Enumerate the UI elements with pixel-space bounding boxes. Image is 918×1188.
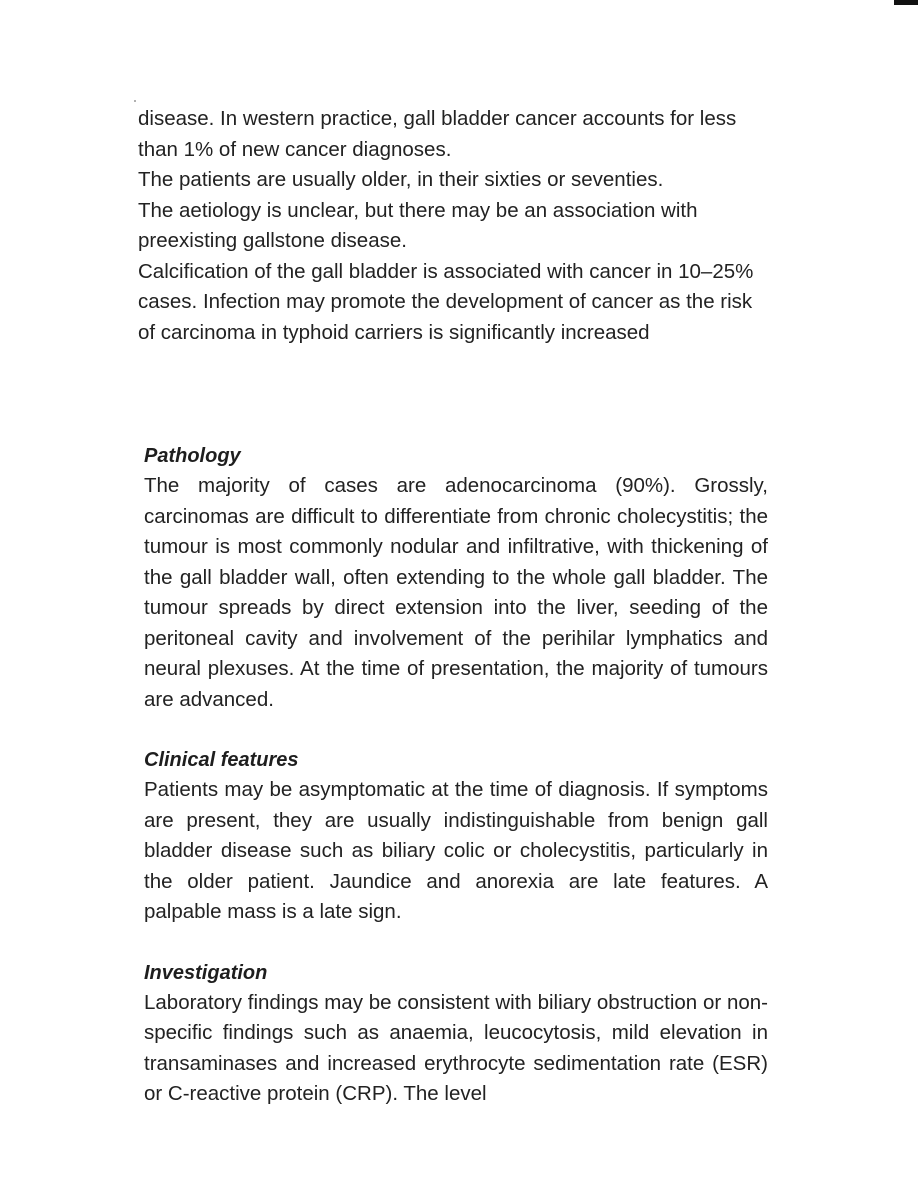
scan-corner-mark <box>894 0 918 5</box>
investigation-heading: Investigation <box>144 961 268 984</box>
clinical-features-body: Patients may be asymptomatic at the time of diagnosis. If symptoms are present, they are usually indistinguishable from benign gall bladder disease such as biliary colic or cholecystitis, particularly in the older patient. Jaundice and anorexia are late features. A palpable mass is a late sign. <box>144 778 768 923</box>
pathology-heading: Pathology <box>144 445 241 467</box>
clinical-features-section <box>144 745 768 928</box>
investigation-section <box>144 958 768 1110</box>
document-page <box>138 104 768 1110</box>
intro-paragraph-age: The patients are usually older, in their sixties or seventies. <box>138 168 664 191</box>
pathology-body: The majority of cases are adenocarcinoma (90%). Grossly, carcinomas are difficult to differentiate from chronic cholecystitis; the tumour is most commonly nodular and infiltrative, with thickening of the gall bladder wall, often extending to the whole gall bladder. The tumour spreads by direct extension into the liver, seeding of the peritoneal cavity and involvement of the perihilar lymphatics and neural plexuses. At the time of presentation, the majority of tumours are advanced. <box>144 474 768 711</box>
intro-paragraph-aetiology: The aetiology is unclear, but there may be an association with preexisting gallstone disease. <box>138 198 698 252</box>
intro-paragraph-incidence: disease. In western practice, gall bladder cancer accounts for less than 1% of new cancer diagnoses. <box>138 107 737 161</box>
investigation-body: Laboratory findings may be consistent with biliary obstruction or non-specific findings such as anaemia, leucocytosis, mild elevation in transaminases and increased erythrocyte sedimentation rate (ESR) or C-reactive protein (CRP). The level <box>144 990 768 1105</box>
intro-paragraph-calcification: Calcification of the gall bladder is associated with cancer in 10–25% cases. Infection may promote the development of cancer as the risk of carcinoma in typhoid carriers is significantly increased <box>138 259 754 344</box>
scan-speck <box>134 100 136 102</box>
clinical-features-heading: Clinical features <box>144 749 299 771</box>
pathology-section <box>144 441 768 715</box>
intro-section <box>138 104 768 348</box>
